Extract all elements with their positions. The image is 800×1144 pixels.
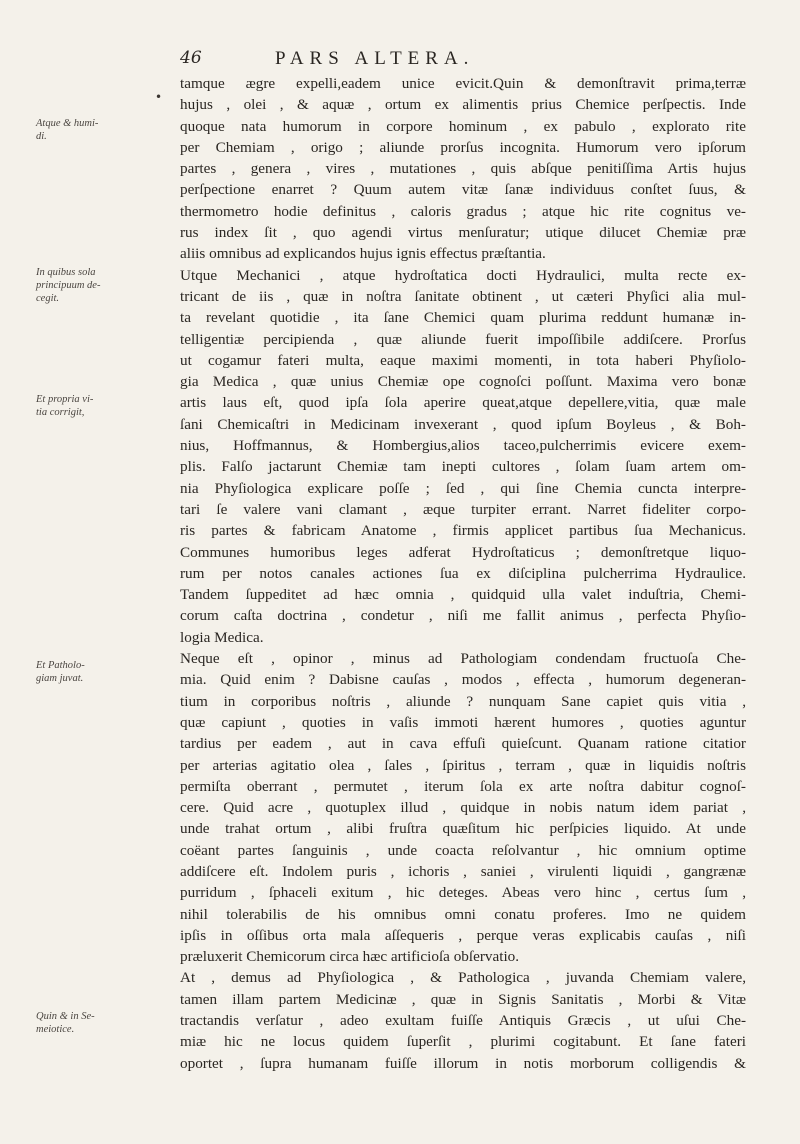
text-line: tari ſe valere vani clamant , æque turpiter errant. Narret fideliter corpo- (180, 500, 746, 518)
margin-note-line: meiotice. (36, 1024, 75, 1035)
text-line: corum caſta doctrina , condetur , niſi me fallit animus , perfecta Phyſio- (180, 607, 746, 625)
margin-note-line: principuum de- (36, 280, 101, 291)
body-text (180, 73, 746, 1074)
margin-bullet-icon: • (155, 90, 163, 104)
text-line: thermometro hodie definitus , caloris gradus ; atque hic rite cognitus ve- (180, 202, 746, 220)
margin-note-3 (36, 393, 126, 419)
text-line: logia Medica. (180, 628, 264, 646)
text-line: quoque nata humorum in corpore hominum , ex pabulo , explorato rite (180, 117, 746, 135)
margin-note-line: cegit. (36, 293, 60, 304)
margin-note-2 (36, 266, 126, 305)
text-line: tardius per eadem , aut in cava effuſi quieſcunt. Quanam ratione citatior (180, 735, 746, 753)
text-line: plis. Falſo jactarunt Chemiæ tam inepti cultores , ſolam ſuam artem om- (180, 458, 746, 476)
text-line: quæ capiunt , quoties in vaſis immoti hærent humores , quoties aguntur (180, 713, 746, 731)
margin-note-5 (36, 1010, 126, 1036)
text-line: Utque Mechanici , atque hydroſtatica docti Hydraulici, multa recte ex- (180, 266, 746, 284)
text-line: addiſcere eſt. Indolem puris , ichoris , saniei , virulenti liquidi , gangrænæ (180, 862, 746, 880)
margin-note-1 (36, 117, 126, 143)
text-line: nius, Hoffmannus, & Hombergius,alios taceo,pulcherrimis evicere exem- (180, 437, 746, 455)
text-line: aliis omnibus ad explicandos hujus ignis effectus præſtantia. (180, 245, 546, 263)
text-line: hujus , olei , & aquæ , ortum ex alimentis prius Chemice perſpectis. Inde (180, 96, 746, 114)
text-line: perſpectione enarret ? Quum autem vitæ ſanæ individuus conſtet ſuus, & (180, 181, 746, 199)
text-line: tium in corporibus noſtris , aliunde ? nunquam Sane capiet quis vitia , (180, 692, 746, 710)
running-title: PARS ALTERA. (275, 48, 475, 69)
margin-note-line: giam juvat. (36, 673, 84, 684)
text-line: ta revelant quotidie , ita ſane Chemici quam plurima reddunt humanæ in- (180, 309, 746, 327)
text-line: per arterias agitatio olea , ſales , ſpiritus , terram , quæ in liquidis noſtris (180, 756, 746, 774)
text-line: Neque eſt , opinor , minus ad Pathologiam condendam fructuoſa Che- (180, 650, 746, 668)
text-line: rus index ſit , quo agendi virtus menſuratur; utique dilucet Chemiæ præ (180, 224, 746, 242)
margin-note-4 (36, 659, 126, 685)
text-line: ut cogamur fateri multa, eaque maximi momenti, in tota haberi Phyſiolo- (180, 351, 746, 369)
page-number: 46 (180, 48, 202, 68)
text-line: tractandis verſatur , adeo exultam fuiſſe Antiquis Græcis , ut uſui Che- (180, 1012, 746, 1030)
text-line: per Chemiam , origo ; aliunde prorſus incognita. Humorum vero ipſorum (180, 138, 746, 156)
text-line: tamen illam partem Medicinæ , quæ in Signis Sanitatis , Morbi & Vitæ (180, 990, 746, 1008)
margin-note-line: Quin & in Se- (36, 1011, 95, 1022)
margin-note-line: In quibus sola (36, 267, 96, 278)
text-line: ſani Chemicaſtri in Medicinam invexerant , quod ipſum Boyleus , & Boh- (180, 415, 746, 433)
text-line: mia. Quid enim ? Dabisne cauſas , modos , effecta , humorum degeneran- (180, 671, 746, 689)
page-header (180, 48, 740, 72)
text-line: gia Medica , quæ unius Chemiæ ope cognoſci poſſunt. Maxima vero bonæ (180, 373, 746, 391)
text-line: cere. Quid acre , quotuplex illud , quidque in nobis natum idem pariat , (180, 799, 746, 817)
text-line: præluxerit Chemicorum circa hæc artificioſa obſervatio. (180, 948, 520, 966)
text-line: artis laus eſt, quod ipſa ſola aperire queat,atque depellere,vitia, quæ male (180, 394, 746, 412)
text-line: nia Phyſiologica explicare poſſe ; ſed , qui ſine Chemia cuncta interpre- (180, 479, 746, 497)
text-line: purridum , ſphaceli exitum , hic deteges. Abeas vero hinc , certus ſum , (180, 884, 746, 902)
text-line: partes , genera , vires , mutationes , quis abſque penitiſſima Artis hujus (180, 160, 746, 178)
text-line: coëant partes ſanguinis , unde coacta reſolvantur , hic omnium optime (180, 841, 746, 859)
text-line: Tandem ſuppeditet ad hæc omnia , quidquid ulla valet induſtria, Chemi- (180, 586, 746, 604)
text-line: permiſta oberrant , permutet , iterum ſola ex arte noſtra dabitur cognoſ- (180, 777, 746, 795)
text-line: telligentiæ percipienda , quæ aliunde fuerit impoſſibile addiſcere. Prorſus (180, 330, 746, 348)
text-line: tamque ægre expelli,eadem unice evicit.Quin & demonſtravit prima,terræ (180, 75, 746, 92)
text-line: tricant de iis , quæ in noſtra ſanitate obtinent , ut cæteri Phyſici alia mul- (180, 287, 746, 305)
margin-note-line: Atque & humi- (36, 118, 99, 129)
text-line: miæ hic ne locus quidem ſuperſit , plurimi cogitabunt. Et ſane fateri (180, 1033, 746, 1051)
text-line: oportet , ſupra humanam fuiſſe illorum in notis morborum colligendis & (180, 1054, 746, 1072)
margin-note-line: tia corrigit, (36, 407, 85, 418)
text-line: ipſis in oſſibus orta mala aſſequeris , perque veras explicabis cauſas , niſi (180, 926, 746, 944)
text-line: Communes humoribus leges adferat Hydroſtaticus ; demonſtretque liquo- (180, 543, 746, 561)
margin-note-line: Et propria vi- (36, 394, 94, 405)
text-line: At , demus ad Phyſiologica , & Pathologica , juvanda Chemiam valere, (180, 969, 746, 987)
text-line: unde trahat ortum , alibi fruſtra quæſitum hic perſpicies liquido. At unde (180, 820, 746, 838)
text-line: ris partes & fabricam Anatome , firmis applicet partibus ſua Mechanicus. (180, 522, 746, 540)
text-line: nihil tolerabilis de his omnibus omni conatu proferes. Imo ne quidem (180, 905, 746, 923)
margin-note-line: di. (36, 131, 47, 142)
margin-note-line: Et Patholo- (36, 660, 85, 671)
text-line: rum per notos canales actiones ſua ex diſciplina pulcherrima Hydraulice. (180, 564, 746, 582)
